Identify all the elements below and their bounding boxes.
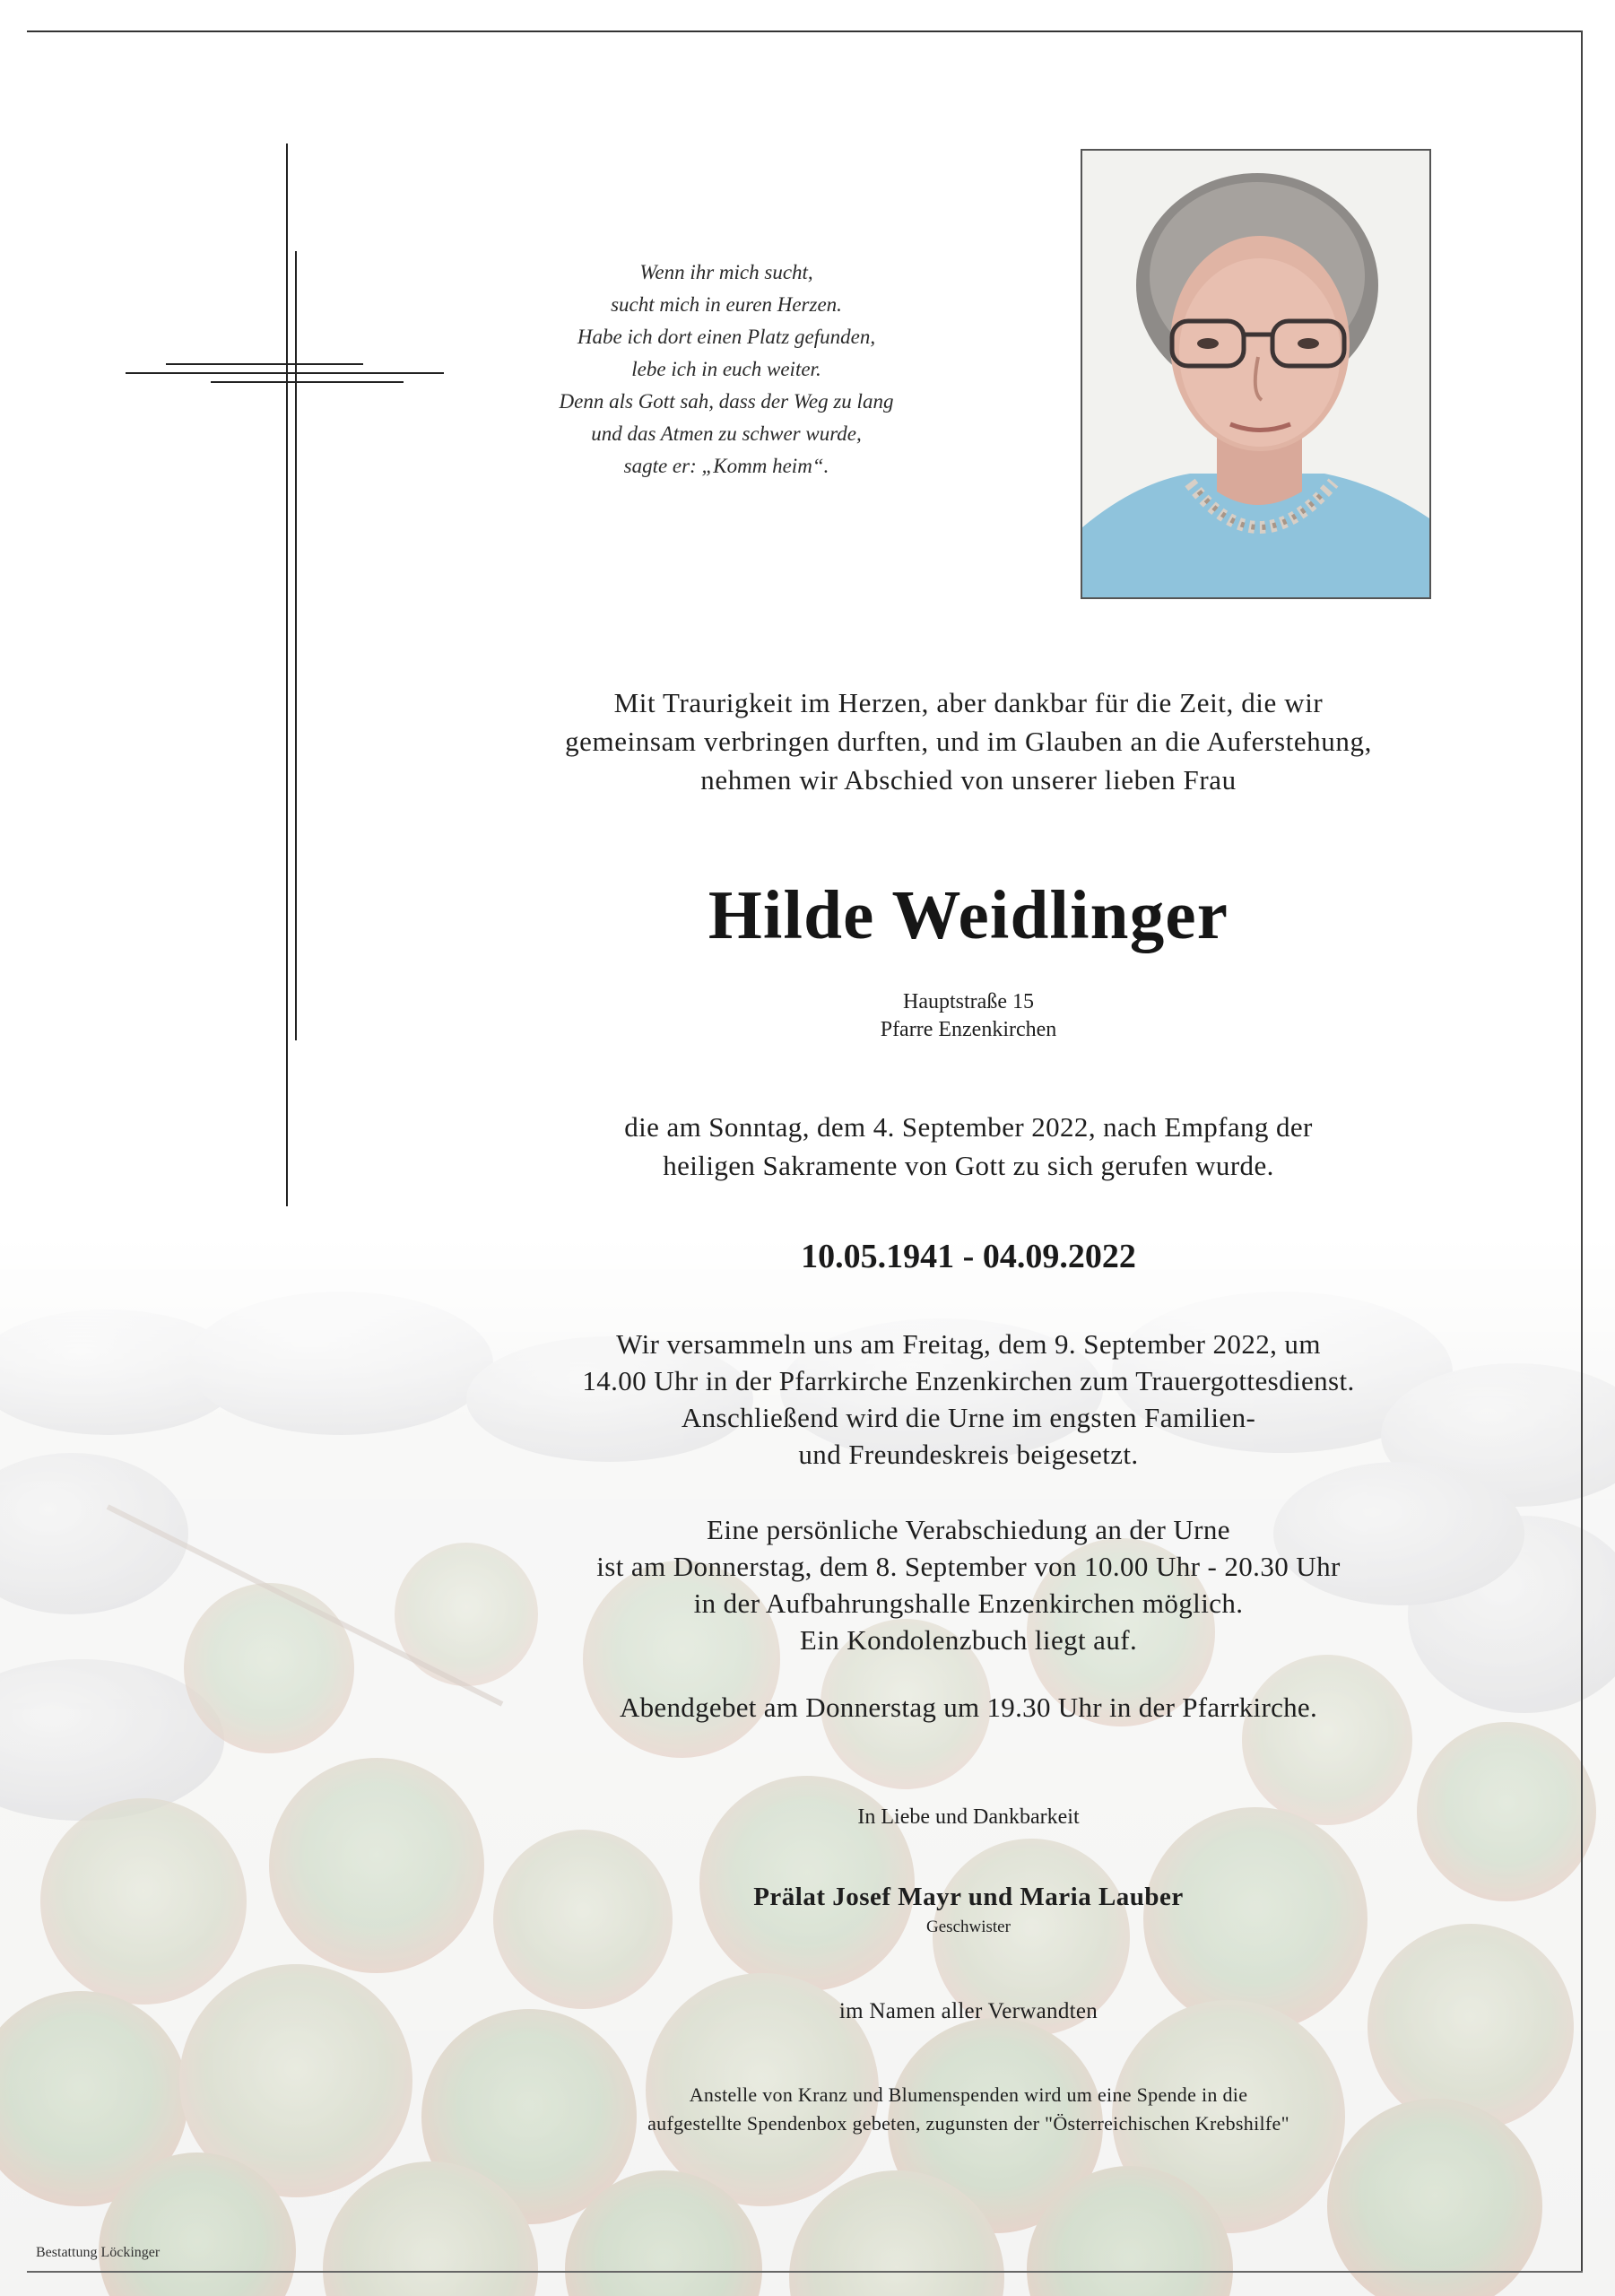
intro-text	[430, 683, 1506, 799]
mourners-names: Prälat Josef Mayr und Maria Lauber	[753, 1883, 1184, 1911]
service-info	[430, 1326, 1506, 1473]
poem-line: Wenn ihr mich sucht,	[639, 261, 813, 283]
deceased-name: Hilde Weidlinger	[708, 876, 1229, 953]
portrait-photo	[1081, 149, 1431, 599]
donation-line: Anstelle von Kranz und Blumenspenden wird um eine Spende in die	[689, 2083, 1248, 2106]
address-line: Pfarre Enzenkirchen	[880, 1018, 1057, 1041]
frame-right-line	[1581, 30, 1583, 2273]
poem	[484, 257, 968, 483]
service-line: 14.00 Uhr in der Pfarrkirche Enzenkirchen zum Trauergottesdienst.	[582, 1365, 1355, 1396]
cross-icon	[126, 144, 457, 1220]
farewell-line: in der Aufbahrungshalle Enzenkirchen möglich.	[693, 1587, 1244, 1619]
poem-line: Denn als Gott sah, dass der Weg zu lang	[559, 390, 894, 413]
evening-prayer: Abendgebet am Donnerstag um 19.30 Uhr in der Pfarrkirche.	[619, 1692, 1318, 1723]
closing-thanks: In Liebe und Dankbarkeit	[857, 1805, 1080, 1829]
deceased-address	[430, 988, 1506, 1044]
poem-line: sagte er: „Komm heim“.	[623, 455, 829, 477]
death-notice	[430, 1108, 1506, 1185]
intro-line: gemeinsam verbringen durften, und im Glauben an die Auferstehung,	[565, 726, 1372, 757]
farewell-line: Eine persönliche Verabschiedung an der Urne	[707, 1514, 1230, 1545]
frame-bottom-line	[27, 2271, 1583, 2273]
service-line: Wir versammeln uns am Freitag, dem 9. September 2022, um	[616, 1328, 1321, 1360]
undertaker-credit: Bestattung Löckinger	[36, 2245, 161, 2260]
relatives-line: im Namen aller Verwandten	[838, 1999, 1098, 2023]
donation-note	[430, 2081, 1506, 2138]
frame-top-line	[27, 30, 1583, 32]
death-notice-line: heiligen Sakramente von Gott zu sich gerufen wurde.	[663, 1150, 1274, 1181]
poem-line: sucht mich in euren Herzen.	[611, 293, 842, 316]
donation-line: aufgestellte Spendenbox gebeten, zugunsten der "Österreichischen Krebshilfe"	[647, 2112, 1289, 2135]
poem-line: Habe ich dort einen Platz gefunden,	[577, 326, 876, 348]
service-line: und Freundeskreis beigesetzt.	[798, 1439, 1139, 1470]
farewell-line: Ein Kondolenzbuch liegt auf.	[799, 1624, 1138, 1656]
poem-line: und das Atmen zu schwer wurde,	[591, 422, 862, 445]
intro-line: Mit Traurigkeit im Herzen, aber dankbar für die Zeit, die wir	[613, 687, 1324, 718]
life-dates: 10.05.1941 - 04.09.2022	[801, 1238, 1136, 1275]
farewell-line: ist am Donnerstag, dem 8. September von 10.00 Uhr - 20.30 Uhr	[596, 1551, 1341, 1582]
address-line: Hauptstraße 15	[903, 990, 1034, 1013]
poem-line: lebe ich in euch weiter.	[631, 358, 821, 380]
service-line: Anschließend wird die Urne im engsten Familien-	[681, 1402, 1256, 1433]
intro-line: nehmen wir Abschied von unserer lieben Frau	[700, 764, 1237, 796]
farewell-info	[430, 1511, 1506, 1658]
death-notice-line: die am Sonntag, dem 4. September 2022, nach Empfang der	[624, 1111, 1313, 1143]
mourners-relation: Geschwister	[926, 1918, 1011, 1936]
